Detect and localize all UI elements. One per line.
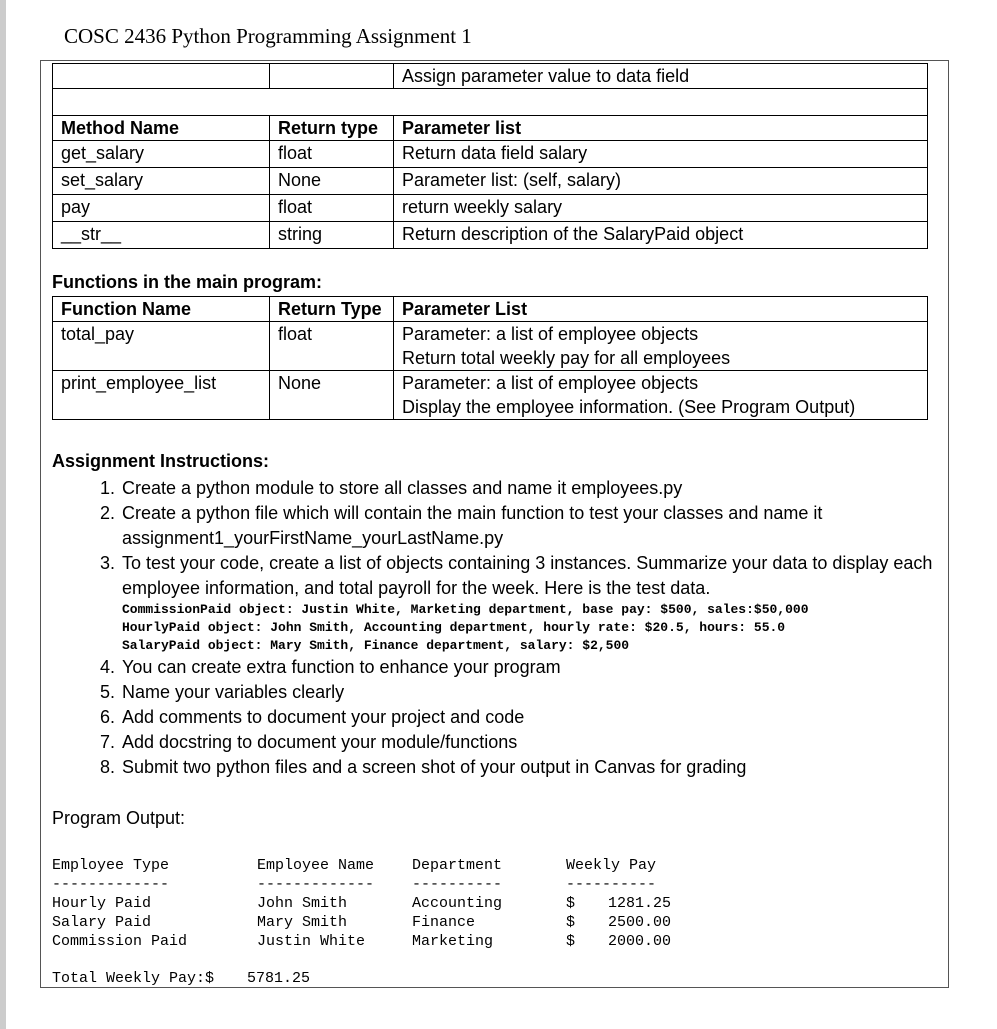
output-header: Weekly Pay (566, 857, 657, 874)
list-item: 2. Create a python file which will contain the main function to test your classes and name it assignment1_yourFirstName_yourLastName.py (120, 501, 980, 551)
table-row: Assign parameter value to data field (53, 64, 928, 89)
column-header: Parameter list (394, 116, 928, 141)
output-cell: Justin White (257, 933, 366, 950)
column-header: Return Type (270, 297, 394, 322)
output-cell: 2000.00 (608, 933, 672, 950)
table-header-row (53, 116, 928, 141)
total-label: Total Weekly Pay:$ (52, 970, 215, 987)
functions-title: Functions in the main program: (52, 272, 323, 292)
output-header: Department (412, 857, 503, 874)
test-data-line: CommissionPaid object: Justin White, Marketing department, base pay: $500, sales:$50,000 (122, 602, 809, 617)
instructions-title: Assignment Instructions: (52, 451, 270, 471)
output-cell: $ (566, 895, 576, 912)
list-item: 4. You can create extra function to enhance your program (120, 655, 980, 680)
column-header: Return type (270, 116, 394, 141)
list-item: 1. Create a python module to store all classes and name it employees.py (120, 476, 980, 501)
output-cell: Mary Smith (257, 914, 348, 931)
table-header-row (53, 297, 928, 322)
program-output-label: Program Output: (52, 808, 186, 828)
output-cell: 2500.00 (608, 914, 672, 931)
output-divider: ---------- (566, 876, 657, 893)
test-data-line: SalaryPaid object: Mary Smith, Finance department, salary: $2,500 (122, 638, 630, 653)
output-cell: Marketing (412, 933, 494, 950)
output-cell: Finance (412, 914, 476, 931)
table-row: __str__ string Return description of the SalaryPaid object (53, 222, 928, 249)
functions-table (52, 296, 928, 420)
list-item: 8. Submit two python files and a screen shot of your output in Canvas for grading (120, 755, 980, 780)
output-cell: Hourly Paid (52, 895, 152, 912)
column-header: Method Name (53, 116, 270, 141)
table-row (53, 89, 928, 116)
test-data-line: HourlyPaid object: John Smith, Accounting department, hourly rate: $20.5, hours: 55.0 (122, 620, 786, 635)
table-row: print_employee_list None Parameter: a list of employee objects Display the employee information. (See Program Output) (53, 371, 928, 420)
list-item: 6. Add comments to document your project and code (120, 705, 980, 730)
output-cell: John Smith (257, 895, 348, 912)
output-cell: Commission Paid (52, 933, 188, 950)
table-row: pay float return weekly salary (53, 195, 928, 222)
page-left-edge (0, 0, 6, 1029)
output-cell: $ (566, 914, 576, 931)
list-item: 5. Name your variables clearly (120, 680, 980, 705)
output-header: Employee Type (52, 857, 170, 874)
output-divider: ------------- (257, 876, 375, 893)
document-header: COSC 2436 Python Programming Assignment 1 (64, 24, 472, 48)
list-item: 7. Add docstring to document your module/functions (120, 730, 980, 755)
methods-table (52, 63, 928, 249)
output-cell: $ (566, 933, 576, 950)
output-divider: ------------- (52, 876, 170, 893)
list-item: 3. To test your code, create a list of objects containing 3 instances. Summarize your data to display each employee information, and total payroll for the week. Here is the test data. CommissionPaid object: Justin White, Marketing department, base pay: $500, sales:$50,000 HourlyPaid object: John Smith, Accounting department, hourly rate: $20.5, hours: 55.0 SalaryPaid object: Mary Smith, Finance department, salary: $2,500 (120, 551, 980, 655)
instructions-list (78, 476, 980, 780)
output-cell: Accounting (412, 895, 503, 912)
column-header: Function Name (53, 297, 270, 322)
output-cell: Salary Paid (52, 914, 152, 931)
output-divider: ---------- (412, 876, 503, 893)
table-row: get_salary float Return data field salary (53, 141, 928, 168)
output-cell: 1281.25 (608, 895, 672, 912)
table-row: total_pay float Parameter: a list of employee objects Return total weekly pay for all employees (53, 322, 928, 371)
total-value: 5781.25 (247, 970, 311, 987)
column-header: Parameter List (394, 297, 928, 322)
output-header: Employee Name (257, 857, 375, 874)
table-row: set_salary None Parameter list: (self, salary) (53, 168, 928, 195)
